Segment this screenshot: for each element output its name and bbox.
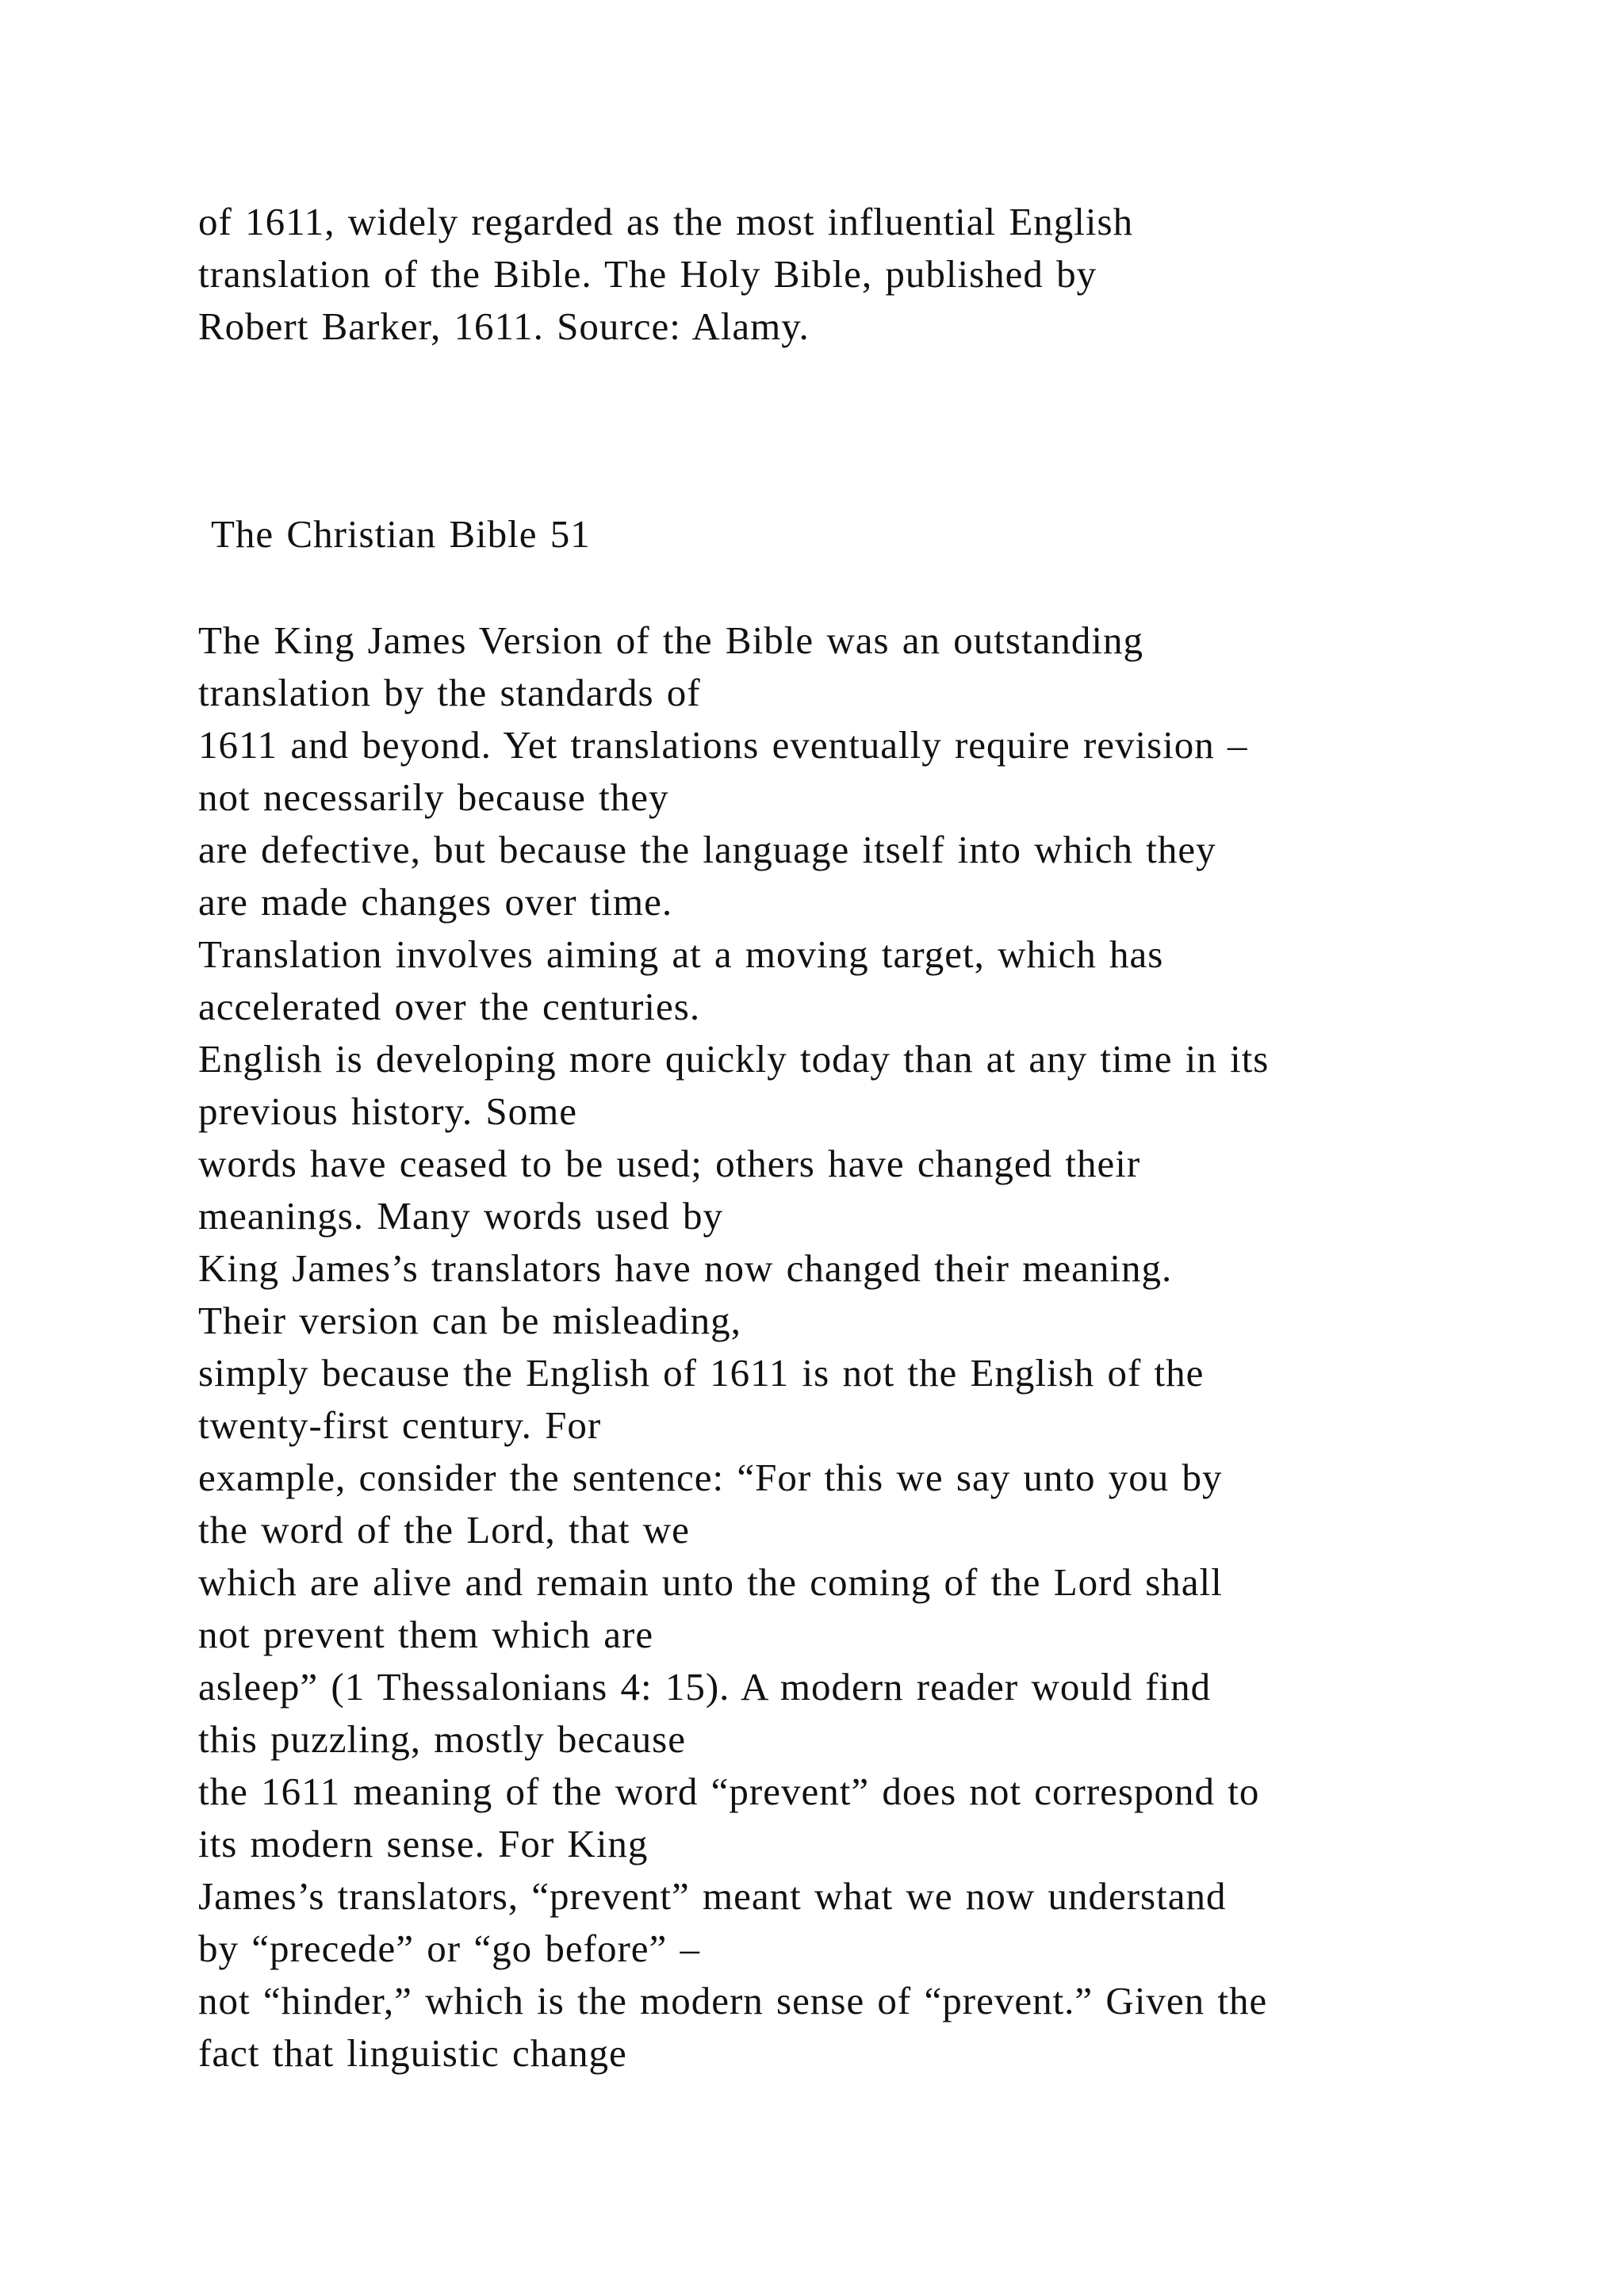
body-line: simply because the English of 1611 is not the English of the — [198, 1351, 1205, 1395]
caption-line: translation of the Bible. The Holy Bible, published by — [198, 252, 1097, 296]
body-line: Their version can be misleading, — [198, 1299, 741, 1342]
body-line: previous history. Some — [198, 1089, 578, 1133]
body-line: not “hinder,” which is the modern sense of “prevent.” Given the — [198, 1979, 1268, 2022]
body-line: English is developing more quickly today than at any time in its — [198, 1037, 1270, 1081]
running-head — [211, 508, 1559, 561]
caption-line: of 1611, widely regarded as the most influential English — [198, 200, 1134, 243]
body-line: words have ceased to be used; others have changed their — [198, 1142, 1141, 1185]
body-line: the 1611 meaning of the word “prevent” does not correspond to — [198, 1770, 1260, 1813]
body-line: not necessarily because they — [198, 775, 669, 819]
body-line: this puzzling, mostly because — [198, 1717, 686, 1761]
body-line: King James’s translators have now changed their meaning. — [198, 1246, 1173, 1290]
body-line: which are alive and remain unto the coming of the Lord shall — [198, 1560, 1223, 1604]
body-line: translation by the standards of — [198, 671, 701, 714]
body-line: accelerated over the centuries. — [198, 985, 701, 1028]
body-line: 1611 and beyond. Yet translations eventually require revision – — [198, 723, 1248, 767]
figure-caption — [198, 196, 1546, 353]
body-text — [198, 614, 1546, 2080]
body-line: by “precede” or “go before” – — [198, 1927, 701, 1970]
body-line: the word of the Lord, that we — [198, 1508, 690, 1552]
body-line: its modern sense. For King — [198, 1822, 649, 1866]
body-line: are defective, but because the language itself into which they — [198, 828, 1216, 871]
body-line: twenty-first century. For — [198, 1403, 602, 1447]
body-line: Translation involves aiming at a moving target, which has — [198, 932, 1164, 976]
running-head-text: The Christian Bible 51 — [211, 512, 591, 556]
body-line: not prevent them which are — [198, 1613, 654, 1656]
body-line: fact that linguistic change — [198, 2031, 627, 2075]
body-line: are made changes over time. — [198, 880, 673, 924]
body-line: example, consider the sentence: “For this we say unto you by — [198, 1456, 1223, 1499]
body-line: asleep” (1 Thessalonians 4: 15). A modern reader would find — [198, 1665, 1212, 1709]
body-line: The King James Version of the Bible was an outstanding — [198, 618, 1143, 662]
body-line: meanings. Many words used by — [198, 1194, 723, 1238]
body-line: James’s translators, “prevent” meant what we now understand — [198, 1874, 1227, 1918]
caption-line: Robert Barker, 1611. Source: Alamy. — [198, 304, 810, 348]
